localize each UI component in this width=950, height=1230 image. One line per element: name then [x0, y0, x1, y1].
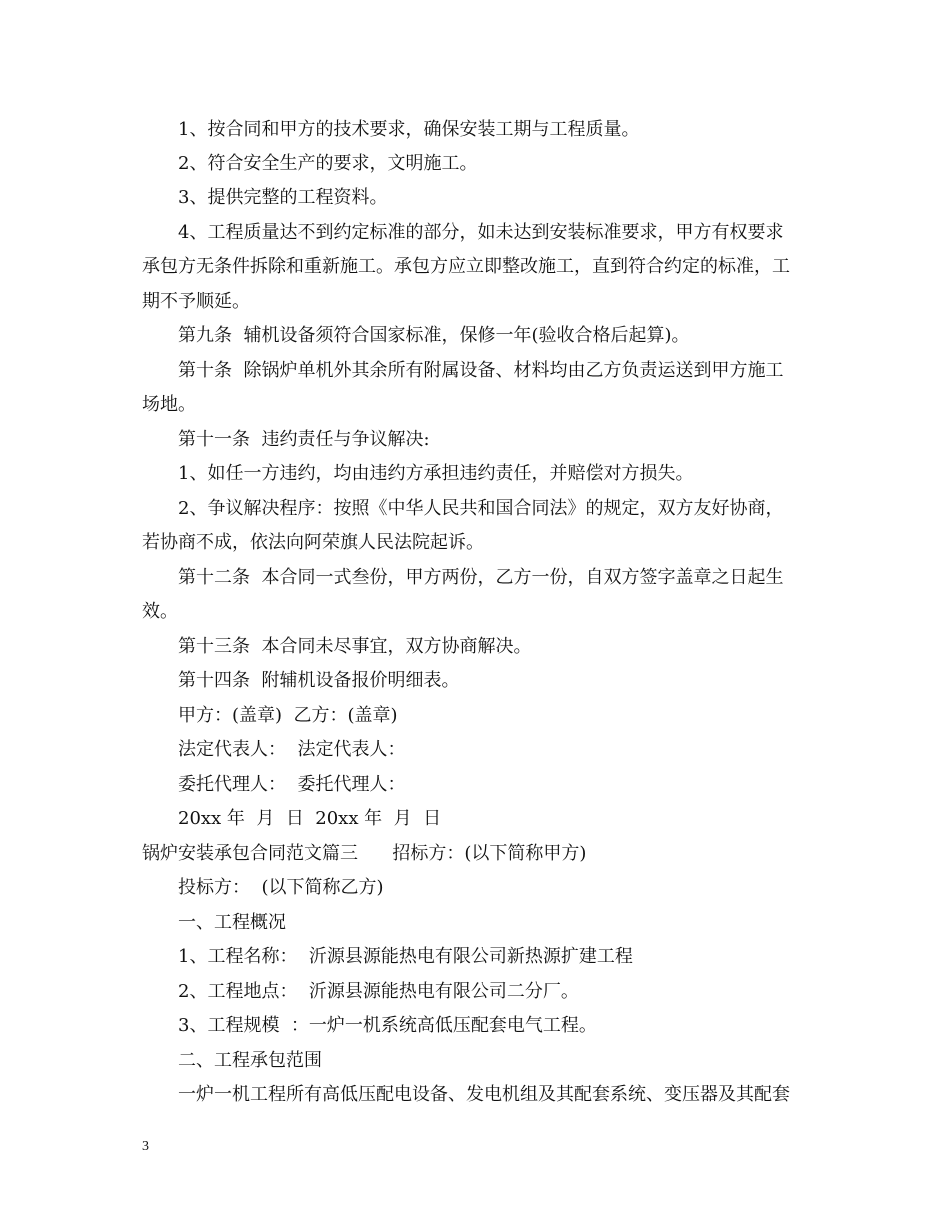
text-line: 委托代理人： 委托代理人：	[178, 774, 406, 795]
text-line: 效。	[142, 601, 178, 622]
text-line: 第九条 辅机设备须符合国家标准，保修一年(验收合格后起算)。	[178, 325, 690, 346]
text-line: 承包方无条件拆除和重新施工。承包方应立即整改施工，直到符合约定的标准，工	[142, 256, 790, 277]
text-line: 若协商不成，依法向阿荣旗人民法院起诉。	[142, 532, 484, 553]
text-line: 2、符合安全生产的要求，文明施工。	[178, 153, 478, 174]
text-line: 第十三条 本合同未尽事宜，双方协商解决。	[178, 636, 532, 657]
text-line: 甲方：(盖章) 乙方：(盖章)	[178, 705, 398, 726]
section-heading: 锅炉安装承包合同范文篇三 招标方：(以下简称甲方)	[142, 843, 587, 864]
text-line: 20xx 年 月 日 20xx 年 月 日	[178, 808, 442, 829]
text-line: 2、争议解决程序：按照《中华人民共和国合同法》的规定，双方友好协商，	[178, 498, 784, 519]
text-line: 3、提供完整的工程资料。	[178, 187, 388, 208]
text-line: 2、工程地点： 沂源县源能热电有限公司二分厂。	[178, 981, 579, 1002]
text-line: 场地。	[142, 394, 196, 415]
text-line: 第十条 除锅炉单机外其余所有附属设备、材料均由乙方负责运送到甲方施工	[178, 360, 784, 381]
text-line: 二、工程承包范围	[178, 1050, 322, 1071]
text-line: 一、工程概况	[178, 912, 286, 933]
text-line: 3、工程规模 ：一炉一机系统高低压配套电气工程。	[178, 1015, 597, 1036]
text-line: 第十二条 本合同一式叁份，甲方两份，乙方一份，自双方签字盖章之日起生	[178, 567, 784, 588]
text-line: 第十四条 附辅机设备报价明细表。	[178, 670, 460, 691]
text-line: 一炉一机工程所有高低压配电设备、发电机组及其配套系统、变压器及其配套	[178, 1084, 790, 1105]
text-line: 第十一条 违约责任与争议解决:	[178, 429, 430, 450]
text-line: 4、工程质量达不到约定标准的部分，如未达到安装标准要求，甲方有权要求	[178, 222, 784, 243]
text-line: 法定代表人： 法定代表人：	[178, 739, 406, 760]
text-line: 1、按合同和甲方的技术要求，确保安装工期与工程质量。	[178, 119, 640, 140]
text-line: 期不予顺延。	[142, 291, 250, 312]
text-line: 1、如任一方违约，均由违约方承担违约责任，并赔偿对方损失。	[178, 463, 694, 484]
page-number: 3	[142, 1139, 149, 1154]
text-line: 1、工程名称： 沂源县源能热电有限公司新热源扩建工程	[178, 946, 633, 967]
text-line: 投标方： (以下简称乙方)	[178, 877, 384, 898]
